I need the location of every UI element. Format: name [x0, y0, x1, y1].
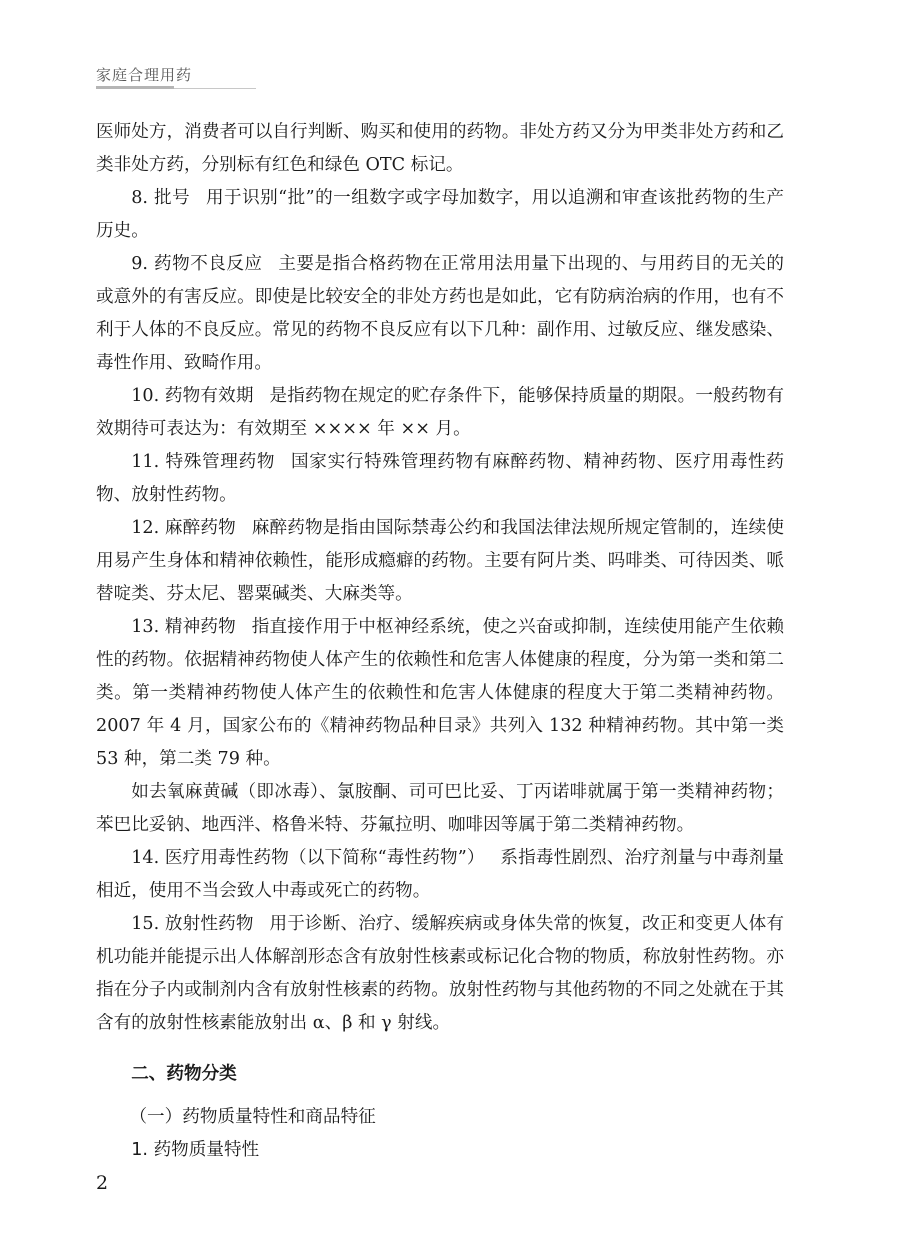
paragraph-psychotropic-examples	[96, 776, 784, 842]
paragraph-text: 国家实行特殊管理药物有麻醉药物、精神药物、医疗用毒性药物、放射性药物。	[96, 452, 784, 505]
paragraph-text: 如去氧麻黄碱（即冰毒）、氯胺酮、司可巴比妥、丁丙诺啡就属于第一类精神药物；苯巴比妥钠、地西泮、格鲁米特、芬氟拉明、咖啡因等属于第二类精神药物。	[96, 782, 784, 835]
term-label: 14. 医疗用毒性药物（以下简称“毒性药物”）	[131, 848, 485, 868]
paragraph-toxic-drugs	[96, 842, 784, 908]
paragraph-text: 是指药物在规定的贮存条件下，能够保持质量的期限。一般药物有效期待可表达为：有效期至 ×××× 年 ×× 月。	[96, 386, 784, 439]
term-label: 8. 批号	[131, 188, 191, 208]
paragraph-radioactive-drugs	[96, 908, 784, 1040]
body-text	[96, 116, 784, 1167]
term-label: 11. 特殊管理药物	[131, 452, 276, 472]
term-label: 12. 麻醉药物	[131, 518, 236, 538]
running-header-title: 家庭合理用药	[96, 66, 193, 84]
subsection-item: 1. 药物质量特性	[131, 1140, 260, 1160]
header-rule	[96, 88, 256, 89]
term-label: 9. 药物不良反应	[131, 254, 263, 274]
paragraph-text: 指直接作用于中枢神经系统，使之兴奋或抑制，连续使用能产生依赖性的药物。依据精神药物使人体产生的依赖性和危害人体健康的程度，分为第一类和第二类。第一类精神药物使人体产生的依赖性和危害人体健康的程度大于第二类精神药物。2007 年 4 月，国家公布的《精神药物品种目录》共列入 132 种精神药物。其中第一类 53 种，第二类 79 种。	[96, 617, 784, 769]
paragraph-text: 医师处方，消费者可以自行判断、购买和使用的药物。非处方药又分为甲类非处方药和乙类非处方药，分别标有红色和绿色 OTC 标记。	[96, 122, 784, 175]
paragraph-adverse-reaction	[96, 248, 784, 380]
paragraph-text: 麻醉药物是指由国际禁毒公约和我国法律法规所规定管制的，连续使用易产生身体和精神依赖性，能形成瘾癖的药物。主要有阿片类、吗啡类、可待因类、哌替啶类、芬太尼、罂粟碱类、大麻类等。	[96, 518, 784, 604]
paragraph-text: 系指毒性剧烈、治疗剂量与中毒剂量相近，使用不当会致人中毒或死亡的药物。	[96, 848, 784, 901]
subsection-heading: （一）药物质量特性和商品特征	[129, 1107, 376, 1127]
term-label: 10. 药物有效期	[131, 386, 254, 406]
paragraph-psychotropic-drugs	[96, 611, 784, 776]
paragraph-text: 用于识别“批”的一组数字或字母加数字，用以追溯和审查该批药物的生产历史。	[96, 188, 784, 241]
term-label: 13. 精神药物	[131, 617, 236, 637]
page-number: 2	[96, 1172, 109, 1194]
section-heading: 二、药物分类	[131, 1064, 237, 1084]
paragraph-narcotic-drugs	[96, 512, 784, 611]
paragraph-batch-number	[96, 182, 784, 248]
paragraph-special-management	[96, 446, 784, 512]
term-label: 15. 放射性药物	[131, 914, 254, 934]
paragraph-text: 用于诊断、治疗、缓解疾病或身体失常的恢复，改正和变更人体有机功能并能提示出人体解剖形态含有放射性核素或标记化合物的物质，称放射性药物。亦指在分子内或制剂内含有放射性核素的药物。放射性药物与其他药物的不同之处就在于其含有的放射性核素能放射出 α、β 和 γ 射线。	[96, 914, 784, 1033]
paragraph-text: 主要是指合格药物在正常用法用量下出现的、与用药目的无关的或意外的有害反应。即使是比较安全的非处方药也是如此，它有防病治病的作用，也有不利于人体的不良反应。常见的药物不良反应有以下几种：副作用、过敏反应、继发感染、毒性作用、致畸作用。	[96, 254, 784, 373]
paragraph-expiry-date	[96, 380, 784, 446]
paragraph-continuation	[96, 116, 784, 182]
